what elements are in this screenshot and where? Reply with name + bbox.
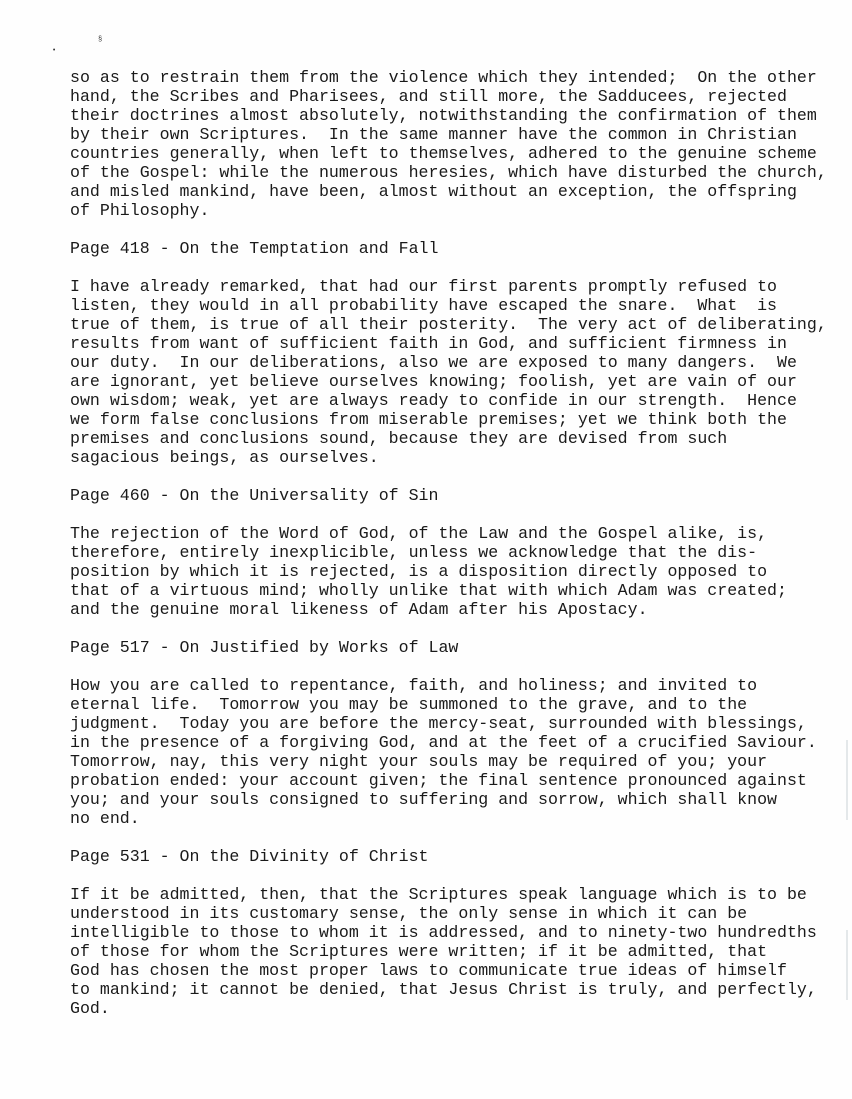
text-line: premises and conclusions sound, because they are devised from such: [70, 429, 728, 448]
text-line: I have already remarked, that had our first parents promptly refused to: [70, 277, 778, 296]
text-line: therefore, entirely inexplicible, unless we acknowledge that the dis-: [70, 543, 758, 562]
paragraph: [70, 885, 850, 1018]
text-line: their doctrines almost absolutely, notwithstanding the confirmation of them: [70, 106, 817, 125]
text-line: to mankind; it cannot be denied, that Jesus Christ is truly, and perfectly,: [70, 980, 817, 999]
paragraph-gap: [70, 657, 850, 676]
text-line: Tomorrow, nay, this very night your souls may be required of you; your: [70, 752, 768, 771]
paragraph: [70, 524, 850, 619]
section-heading: [70, 638, 850, 657]
text-line: intelligible to those to whom it is addressed, and to ninety-two hundredths: [70, 923, 817, 942]
text-line: are ignorant, yet believe ourselves knowing; foolish, yet are vain of our: [70, 372, 797, 391]
text-line: position by which it is rejected, is a disposition directly opposed to: [70, 562, 768, 581]
text-line: understood in its customary sense, the only sense in which it can be: [70, 904, 748, 923]
scan-edge-artifact: [846, 930, 848, 1000]
text-line: judgment. Today you are before the mercy-seat, surrounded with blessings,: [70, 714, 807, 733]
paragraph-gap: [70, 505, 850, 524]
text-line: by their own Scriptures. In the same manner have the common in Christian: [70, 125, 797, 144]
text-line: Page 517 - On Justified by Works of Law: [70, 638, 459, 657]
text-line: of the Gospel: while the numerous heresies, which have disturbed the church,: [70, 163, 827, 182]
text-line: true of them, is true of all their posterity. The very act of deliberating,: [70, 315, 827, 334]
text-line: hand, the Scribes and Pharisees, and still more, the Sadducees, rejected: [70, 87, 787, 106]
text-line: and misled mankind, have been, almost without an exception, the offspring: [70, 182, 797, 201]
text-line: sagacious beings, as ourselves.: [70, 448, 379, 467]
text-line: in the presence of a forgiving God, and at the feet of a crucified Saviour.: [70, 733, 817, 752]
scan-edge-artifact: [846, 740, 848, 820]
section-heading: [70, 486, 850, 505]
text-line: listen, they would in all probability have escaped the snare. What is: [70, 296, 778, 315]
text-line: you; and your souls consigned to suffering and sorrow, which shall know: [70, 790, 778, 809]
stray-mark: •: [52, 47, 57, 55]
text-line: countries generally, when left to themselves, adhered to the genuine scheme: [70, 144, 817, 163]
text-line: and the genuine moral likeness of Adam after his Apostacy.: [70, 600, 648, 619]
text-line: our duty. In our deliberations, also we are exposed to many dangers. We: [70, 353, 797, 372]
paragraph: [70, 277, 850, 467]
section-heading: [70, 239, 850, 258]
paragraph-gap: [70, 828, 850, 847]
text-line: no end.: [70, 809, 140, 828]
text-line: results from want of sufficient faith in God, and sufficient firmness in: [70, 334, 787, 353]
text-line: If it be admitted, then, that the Scriptures speak language which is to be: [70, 885, 807, 904]
paragraph: [70, 676, 850, 828]
text-line: God.: [70, 999, 110, 1018]
stray-mark: §: [98, 36, 103, 44]
text-line: that of a virtuous mind; wholly unlike that with which Adam was created;: [70, 581, 787, 600]
text-line: probation ended: your account given; the final sentence pronounced against: [70, 771, 807, 790]
section-heading: [70, 847, 850, 866]
text-line: of Philosophy.: [70, 201, 210, 220]
document-body: [70, 68, 850, 1018]
text-line: so as to restrain them from the violence which they intended; On the other: [70, 68, 817, 87]
paragraph-gap: [70, 220, 850, 239]
text-line: God has chosen the most proper laws to communicate true ideas of himself: [70, 961, 787, 980]
text-line: Page 418 - On the Temptation and Fall: [70, 239, 439, 258]
text-line: Page 460 - On the Universality of Sin: [70, 486, 439, 505]
text-line: own wisdom; weak, yet are always ready to confide in our strength. Hence: [70, 391, 797, 410]
text-line: How you are called to repentance, faith, and holiness; and invited to: [70, 676, 758, 695]
text-line: The rejection of the Word of God, of the Law and the Gospel alike, is,: [70, 524, 768, 543]
paragraph-gap: [70, 467, 850, 486]
paragraph-gap: [70, 619, 850, 638]
paragraph-gap: [70, 866, 850, 885]
text-line: eternal life. Tomorrow you may be summoned to the grave, and to the: [70, 695, 748, 714]
text-line: we form false conclusions from miserable premises; yet we think both the: [70, 410, 787, 429]
text-line: Page 531 - On the Divinity of Christ: [70, 847, 429, 866]
paragraph: [70, 68, 850, 220]
paragraph-gap: [70, 258, 850, 277]
text-line: of those for whom the Scriptures were written; if it be admitted, that: [70, 942, 768, 961]
